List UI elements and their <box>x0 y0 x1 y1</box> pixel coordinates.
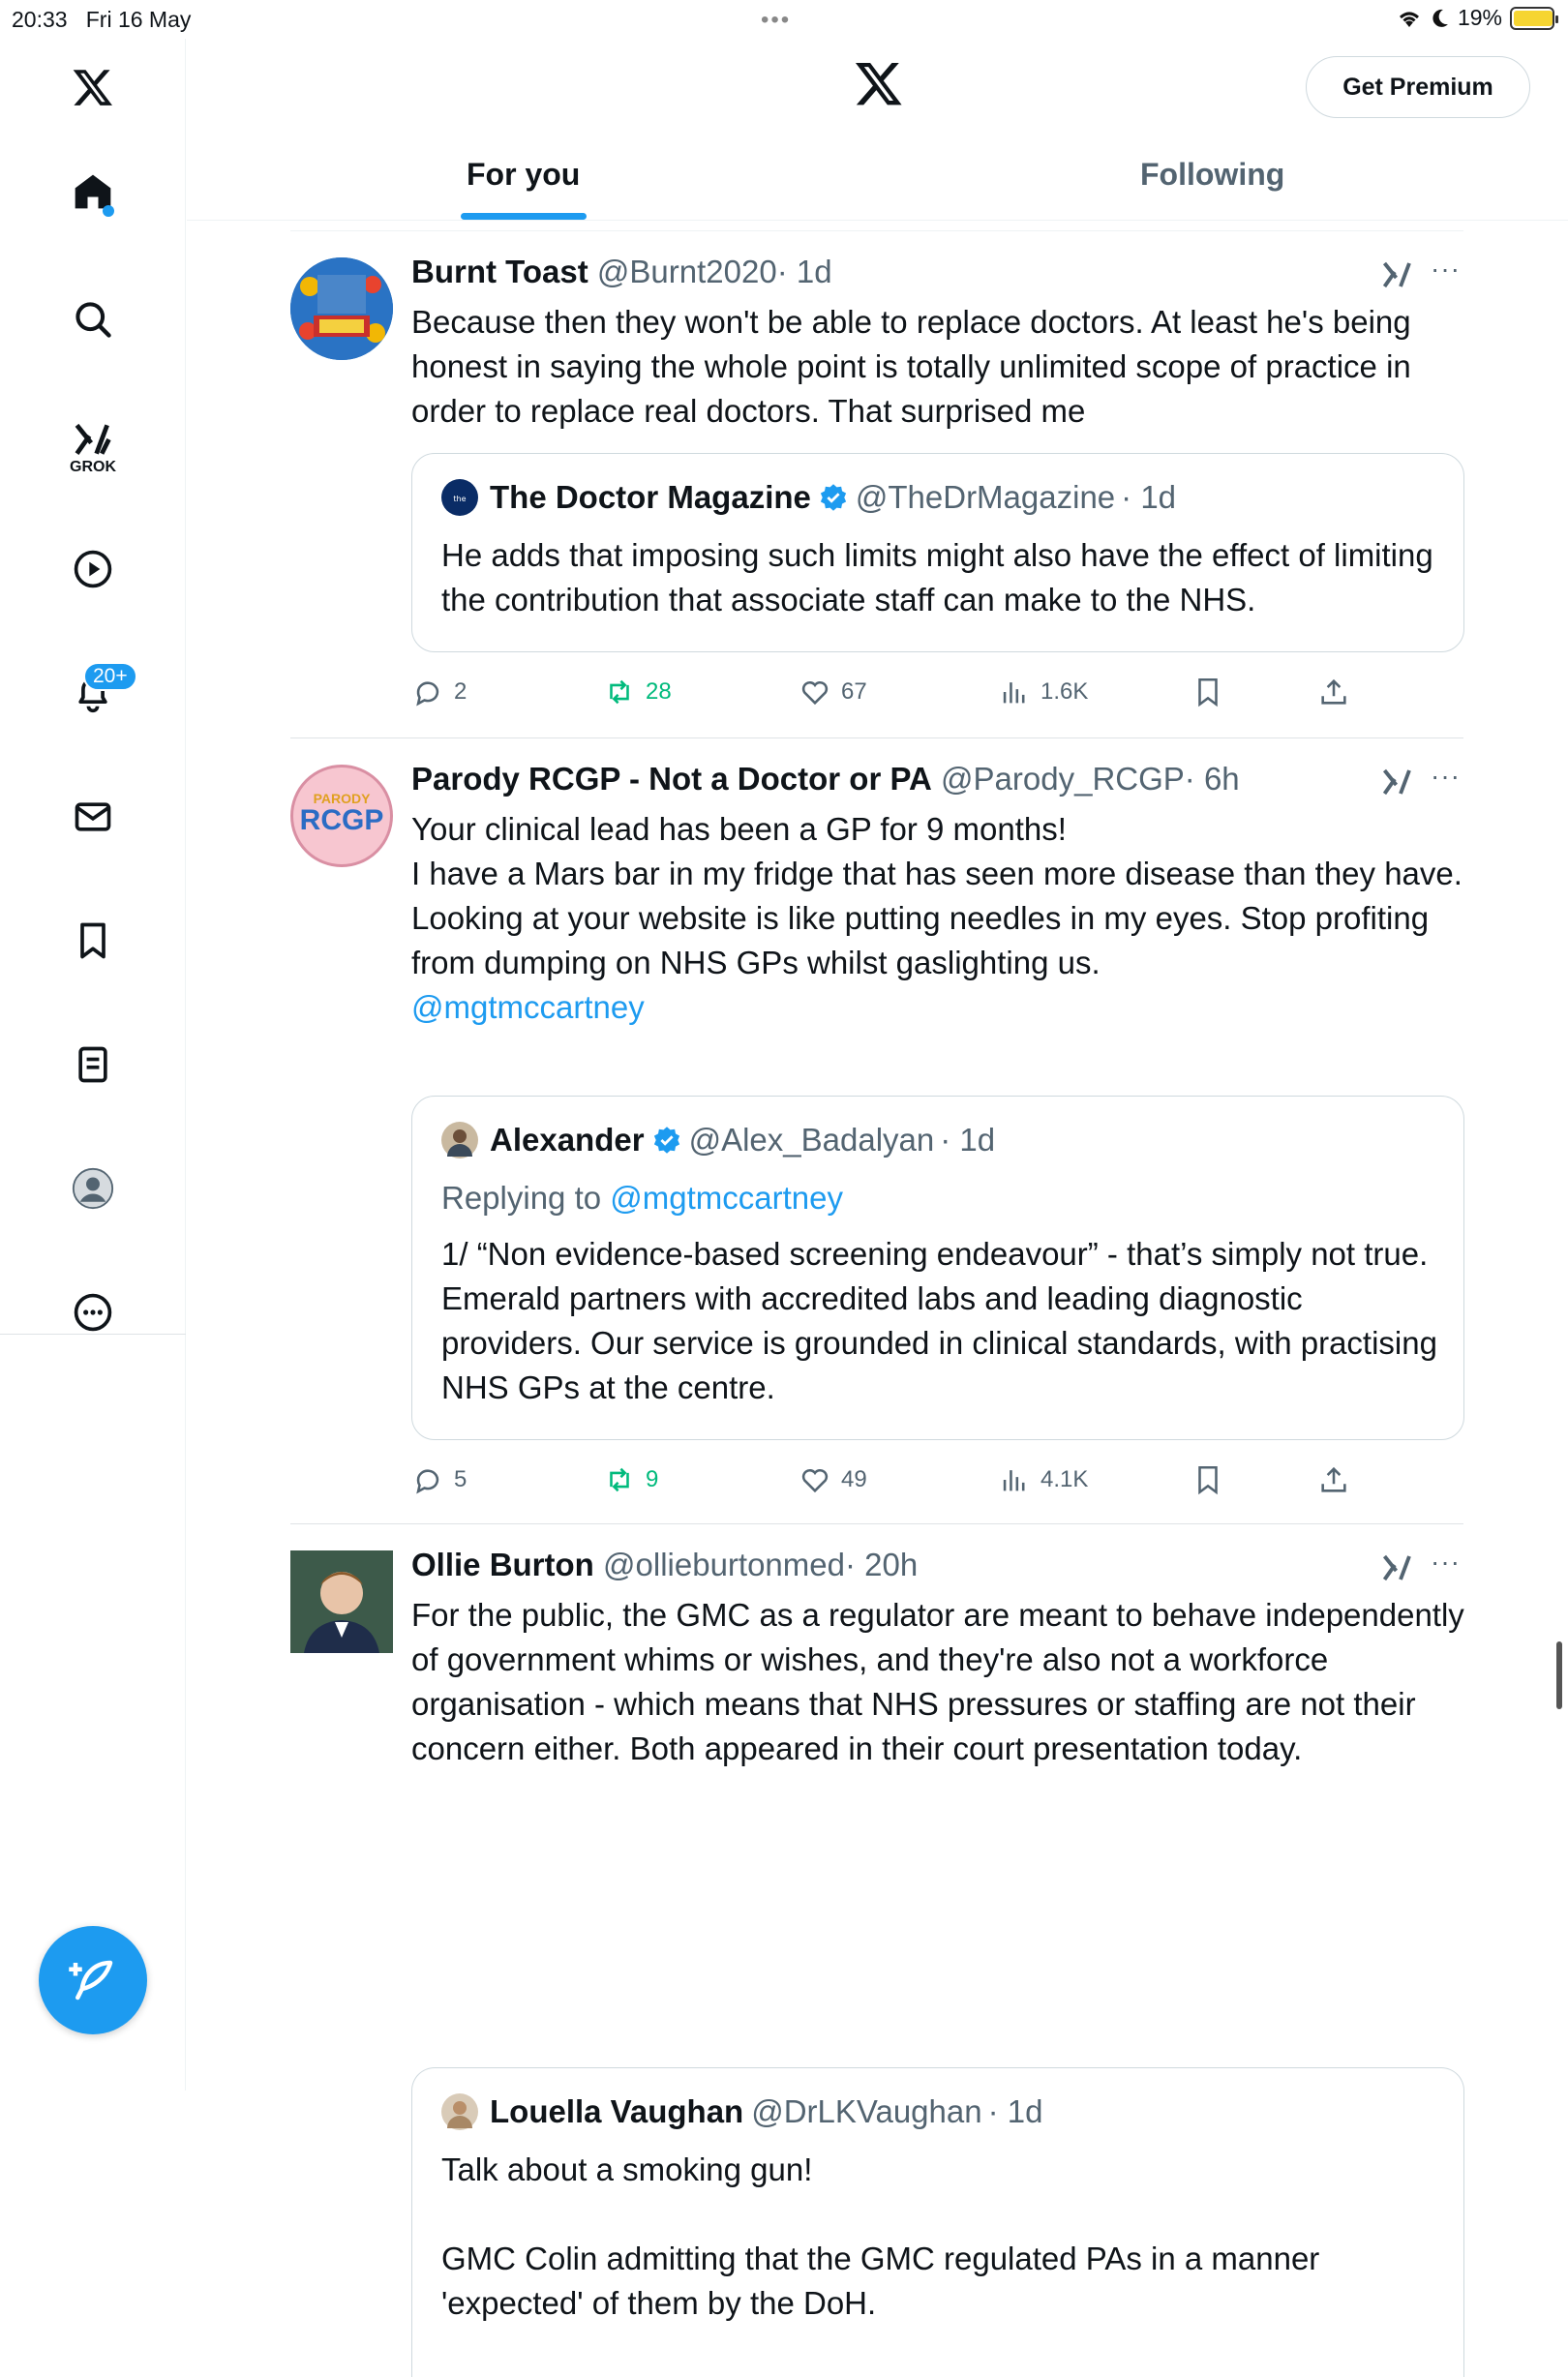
post-time[interactable]: · 1d <box>776 254 832 289</box>
quote-author-handle: @TheDrMagazine <box>855 479 1116 515</box>
tweet-divider <box>290 737 1463 738</box>
post-time[interactable]: · 20h <box>844 1547 919 1582</box>
author-handle[interactable]: @ollieburtonmed <box>603 1547 845 1582</box>
grok-label: GROK <box>70 459 116 475</box>
author-handle[interactable]: @Parody_RCGP <box>941 761 1185 797</box>
feed-divider <box>290 230 1463 231</box>
share-icon <box>1317 676 1350 708</box>
notifications-badge: 20+ <box>83 662 137 691</box>
author-handle[interactable]: @Burnt2020 <box>596 254 777 289</box>
verified-badge-icon <box>819 483 848 512</box>
messages-icon[interactable] <box>60 784 126 850</box>
quote-text-line: GMC Colin admitting that the GMC regulated PAs in a manner 'expected' of them by the DoH. <box>441 2241 1320 2321</box>
active-tab-indicator <box>461 213 587 220</box>
sidebar <box>0 39 186 2091</box>
tweet-line: Looking at your website is like putting needles in my eyes. Stop profiting from dumping on NHS GPs whilst gaslighting us. <box>411 900 1430 980</box>
tweet-actions <box>411 676 1379 714</box>
grok-explain-icon[interactable] <box>1380 257 1415 292</box>
status-right <box>1396 5 1554 31</box>
tweet-header <box>411 1547 918 1583</box>
x-logo-icon[interactable] <box>60 54 126 120</box>
author-name[interactable]: Ollie Burton <box>411 1547 594 1582</box>
quote-header <box>441 479 1176 516</box>
search-icon[interactable] <box>60 286 126 352</box>
compose-post-button[interactable] <box>39 1926 147 2034</box>
avatar[interactable] <box>290 257 393 360</box>
bookmarks-icon[interactable] <box>60 908 126 974</box>
profile-avatar-icon[interactable] <box>60 1156 126 1221</box>
views-button[interactable]: 4.1K <box>998 1463 1088 1496</box>
scrollbar[interactable] <box>1556 1641 1562 1709</box>
quoted-tweet[interactable] <box>411 1096 1464 1440</box>
views-icon <box>998 676 1031 708</box>
quote-text-line: Talk about a smoking gun! <box>441 2151 813 2187</box>
more-icon[interactable]: ··· <box>1431 254 1461 284</box>
quote-header <box>441 2093 1042 2130</box>
multitask-dots-icon[interactable]: ••• <box>761 7 792 33</box>
repost-button[interactable]: 28 <box>603 676 672 708</box>
feather-plus-icon <box>67 1954 119 2006</box>
quoted-tweet[interactable] <box>411 2067 1464 2377</box>
quote-avatar <box>441 2093 478 2130</box>
avatar[interactable] <box>290 1550 393 1653</box>
author-name[interactable]: Burnt Toast <box>411 254 588 289</box>
views-button[interactable]: 1.6K <box>998 676 1088 708</box>
reply-button[interactable]: 2 <box>411 676 467 708</box>
quote-time: · 1d <box>940 1122 996 1158</box>
quote-text: 1/ “Non evidence-based screening endeavour” - that’s simply not true. Emerald partners with accredited labs and leading diagnostic providers. Our service is grounded in clinical standards, with practising NHS GPs at the centre. <box>441 1236 1437 1405</box>
reply-icon <box>411 676 444 708</box>
bookmark-icon <box>1191 676 1224 708</box>
more-options-icon[interactable] <box>60 1279 126 1345</box>
share-button[interactable] <box>1317 1463 1350 1496</box>
sidebar-divider <box>0 1334 186 1335</box>
tweet-line: I have a Mars bar in my fridge that has seen more disease than they have. <box>411 856 1462 891</box>
tweet-header <box>411 254 832 290</box>
quote-text: He adds that imposing such limits might also have the effect of limiting the contribution that associate staff can make to the NHS. <box>441 537 1433 617</box>
repost-button[interactable]: 9 <box>603 1463 658 1496</box>
tweet-text: Because then they won't be able to replace doctors. At least he's being honest in saying the whole point is totally unlimited scope of practice in order to replace real doctors. That surprised me <box>411 304 1411 429</box>
home-icon[interactable] <box>60 159 126 225</box>
avatar-parody-label: PARODY <box>313 791 371 806</box>
quote-author-name: Louella Vaughan <box>490 2093 744 2129</box>
battery-icon <box>1510 7 1554 30</box>
like-button[interactable]: 49 <box>799 1463 867 1496</box>
share-button[interactable] <box>1317 676 1350 708</box>
heart-icon <box>799 676 831 708</box>
home-unread-dot <box>103 205 114 217</box>
moon-icon <box>1431 8 1450 29</box>
quote-time: · 1d <box>1121 479 1177 515</box>
repost-icon <box>603 676 636 708</box>
battery-percent: 19% <box>1457 5 1502 30</box>
tweet-divider <box>290 1523 1463 1524</box>
quote-avatar <box>441 1122 478 1158</box>
repost-icon <box>603 1463 636 1496</box>
avatar-rcgp-label: RCGP <box>299 804 384 836</box>
quote-author-handle: @DrLKVaughan <box>751 2093 982 2129</box>
quote-author-handle: @Alex_Badalyan <box>688 1122 935 1158</box>
video-icon[interactable] <box>60 536 126 602</box>
tweet-actions <box>411 1463 1379 1502</box>
quote-author-name: The Doctor Magazine <box>490 479 811 515</box>
lists-icon[interactable] <box>60 1032 126 1098</box>
grok-explain-icon[interactable] <box>1380 1550 1415 1585</box>
grok-explain-icon[interactable] <box>1380 765 1415 799</box>
tweet-text: For the public, the GMC as a regulator are meant to behave independently of government whims or wishes, and they're also not a workforce organisation - which means that NHS pressures or staffing are not their concern either. Both appeared in their court presentation today. <box>411 1597 1464 1766</box>
quote-time: · 1d <box>987 2093 1043 2129</box>
post-time[interactable]: · 6h <box>1184 761 1240 797</box>
status-time: 20:33 Fri 16 May <box>12 7 192 32</box>
reply-icon <box>411 1463 444 1496</box>
bookmark-button[interactable] <box>1191 676 1224 708</box>
author-name[interactable]: Parody RCGP - Not a Doctor or PA <box>411 761 932 797</box>
share-icon <box>1317 1463 1350 1496</box>
tweet-line: Your clinical lead has been a GP for 9 months! <box>411 811 1067 847</box>
mention-link[interactable]: @mgtmccartney <box>411 989 645 1025</box>
heart-icon <box>799 1463 831 1496</box>
views-icon <box>998 1463 1031 1496</box>
tab-following[interactable]: Following <box>1140 157 1285 192</box>
tab-for-you[interactable]: For you <box>467 157 581 192</box>
get-premium-button[interactable]: Get Premium <box>1306 56 1530 118</box>
like-button[interactable]: 67 <box>799 676 867 708</box>
x-header-logo-icon[interactable] <box>852 58 906 108</box>
status-bar <box>0 0 1568 39</box>
verified-badge-icon <box>652 1126 681 1155</box>
avatar[interactable] <box>290 765 393 867</box>
quote-author-name: Alexander <box>490 1122 645 1158</box>
svg-text:the: the <box>453 495 467 503</box>
bookmark-button[interactable] <box>1191 1463 1224 1496</box>
more-icon[interactable]: ··· <box>1431 1547 1461 1577</box>
more-icon[interactable]: ··· <box>1431 761 1461 791</box>
tweet-header <box>411 761 1240 797</box>
bookmark-icon <box>1191 1463 1224 1496</box>
quote-avatar <box>441 479 478 516</box>
quoted-tweet[interactable] <box>411 453 1464 652</box>
tweet-text <box>411 807 1466 1030</box>
quote-header <box>441 1122 995 1158</box>
reply-button[interactable]: 5 <box>411 1463 467 1496</box>
replying-to: Replying to @mgtmccartney <box>441 1180 843 1216</box>
timeline-tabs <box>187 135 1568 221</box>
wifi-icon <box>1396 8 1423 29</box>
replying-to-mention[interactable]: @mgtmccartney <box>610 1180 843 1216</box>
